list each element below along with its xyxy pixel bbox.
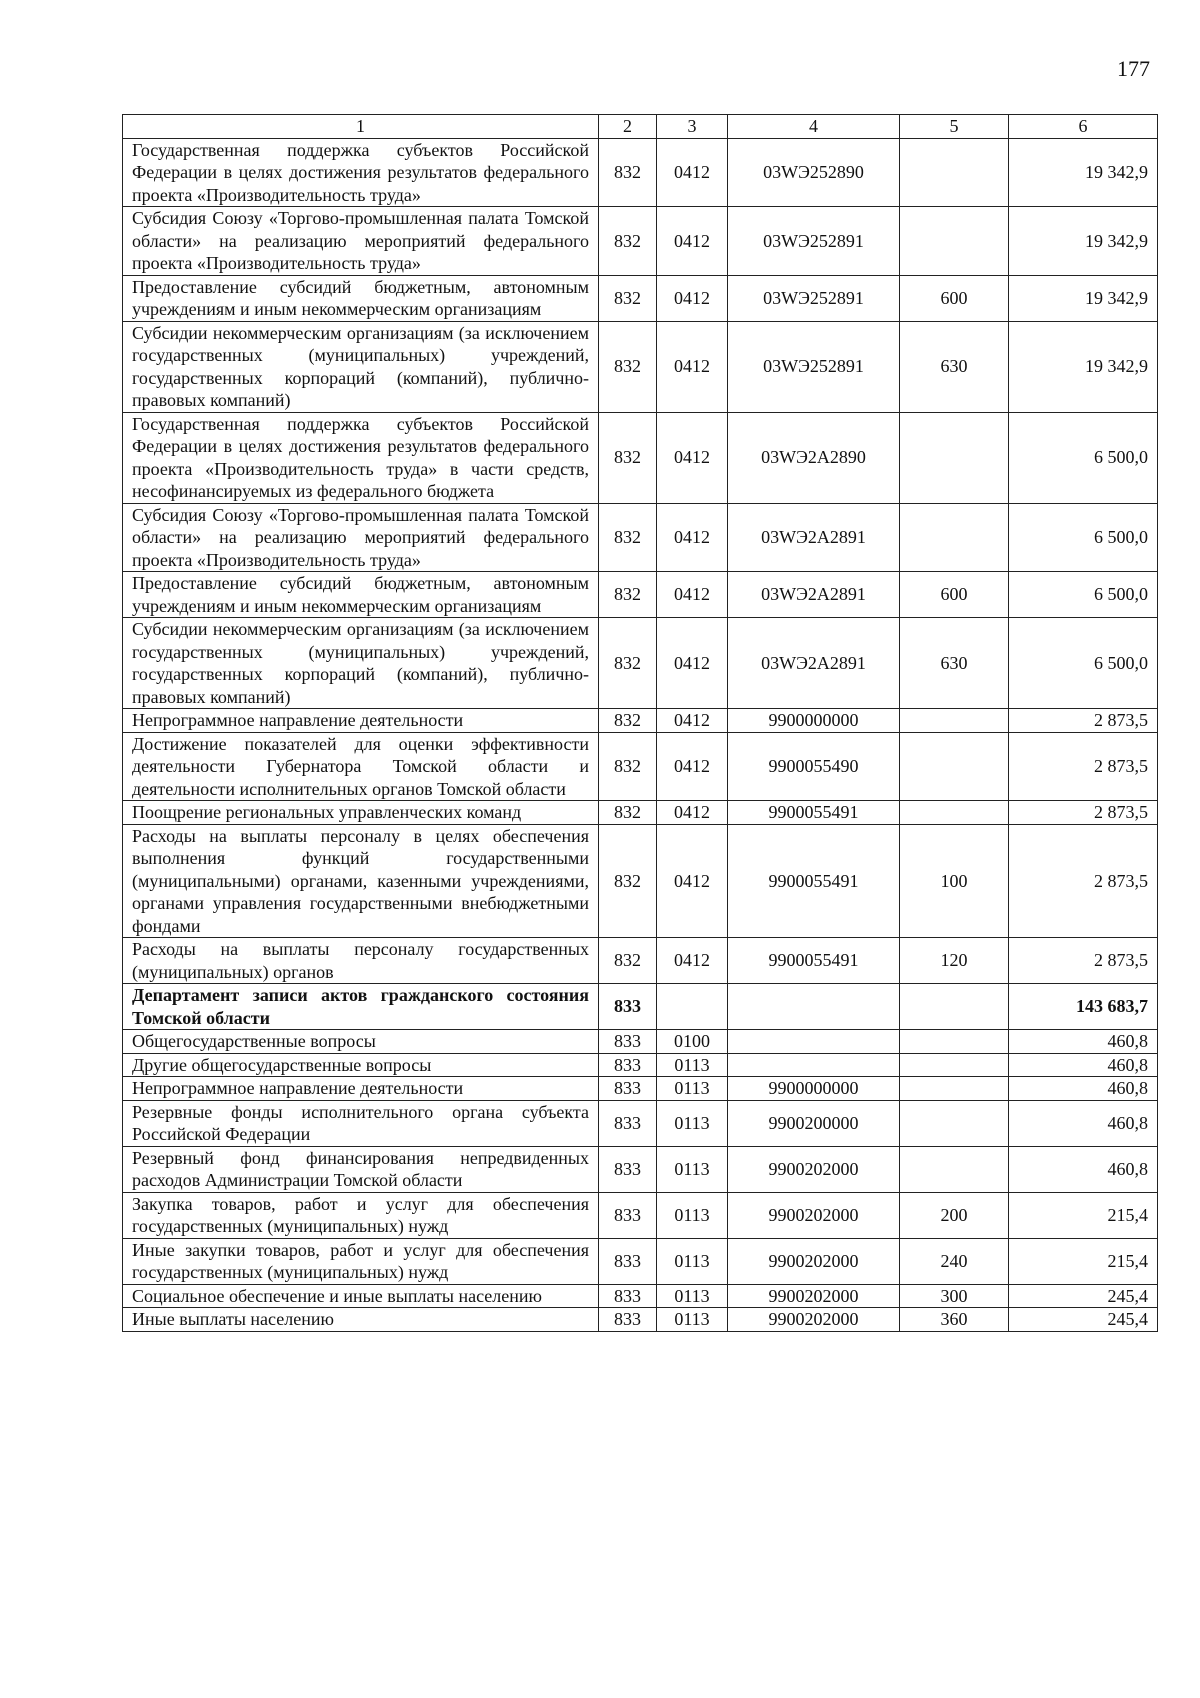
ministry-code-cell: 832 (599, 801, 657, 825)
ministry-code-cell: 833 (599, 1030, 657, 1054)
amount-cell: 6 500,0 (1009, 503, 1158, 572)
target-code-cell: 03WЭ252891 (728, 321, 900, 412)
amount-cell: 460,8 (1009, 1100, 1158, 1146)
target-code-cell: 03WЭ2А2891 (728, 503, 900, 572)
ministry-code-cell: 832 (599, 412, 657, 503)
ministry-code-cell: 832 (599, 709, 657, 733)
expense-type-cell (900, 1100, 1009, 1146)
row-name-cell: Достижение показателей для оценки эффективности деятельности Губернатора Томской области и деятельности исполнительных органов Томской области (123, 732, 599, 801)
target-code-cell (728, 1030, 900, 1054)
table-row (123, 618, 1158, 709)
expense-type-cell (900, 732, 1009, 801)
amount-cell: 460,8 (1009, 1077, 1158, 1101)
row-name-cell: Государственная поддержка субъектов Российской Федерации в целях достижения результатов федерального проекта «Производительность труда» в части средств, несофинансируемых из федерального бюджета (123, 412, 599, 503)
row-name-cell: Непрограммное направление деятельности (123, 1077, 599, 1101)
ministry-code-cell: 833 (599, 1284, 657, 1308)
expense-type-cell (900, 1030, 1009, 1054)
expense-type-cell (900, 1146, 1009, 1192)
ministry-code-cell: 833 (599, 1100, 657, 1146)
table-row (123, 709, 1158, 733)
section-code-cell: 0412 (657, 412, 728, 503)
ministry-code-cell: 833 (599, 1238, 657, 1284)
table-body (123, 138, 1158, 1331)
target-code-cell: 9900055491 (728, 801, 900, 825)
row-name-cell: Общегосударственные вопросы (123, 1030, 599, 1054)
target-code-cell: 9900055491 (728, 824, 900, 938)
target-code-cell: 03WЭ252891 (728, 207, 900, 276)
expense-type-cell: 120 (900, 938, 1009, 984)
table-row (123, 1030, 1158, 1054)
expense-type-cell (900, 1077, 1009, 1101)
header-col-6: 6 (1009, 115, 1158, 139)
header-col-1: 1 (123, 115, 599, 139)
target-code-cell: 9900000000 (728, 1077, 900, 1101)
ministry-code-cell: 832 (599, 138, 657, 207)
row-name-cell: Субсидия Союзу «Торгово-промышленная палата Томской области» на реализацию мероприятий федерального проекта «Производительность труда» (123, 207, 599, 276)
section-code-cell: 0412 (657, 207, 728, 276)
row-name-cell: Резервный фонд финансирования непредвиденных расходов Администрации Томской области (123, 1146, 599, 1192)
target-code-cell: 9900055490 (728, 732, 900, 801)
row-name-cell: Закупка товаров, работ и услуг для обеспечения государственных (муниципальных) нужд (123, 1192, 599, 1238)
section-code-cell: 0412 (657, 572, 728, 618)
ministry-code-cell: 832 (599, 824, 657, 938)
section-code-cell: 0412 (657, 275, 728, 321)
ministry-code-cell: 833 (599, 984, 657, 1030)
section-code-cell: 0412 (657, 801, 728, 825)
expense-type-cell: 100 (900, 824, 1009, 938)
amount-cell: 2 873,5 (1009, 801, 1158, 825)
section-code-cell: 0113 (657, 1077, 728, 1101)
ministry-code-cell: 833 (599, 1077, 657, 1101)
target-code-cell: 03WЭ252890 (728, 138, 900, 207)
row-name-cell: Расходы на выплаты персоналу государственных (муниципальных) органов (123, 938, 599, 984)
amount-cell: 215,4 (1009, 1192, 1158, 1238)
ministry-code-cell: 832 (599, 938, 657, 984)
header-col-5: 5 (900, 115, 1009, 139)
amount-cell: 2 873,5 (1009, 824, 1158, 938)
section-code-cell (657, 984, 728, 1030)
amount-cell: 2 873,5 (1009, 732, 1158, 801)
expense-type-cell: 600 (900, 275, 1009, 321)
table-row (123, 207, 1158, 276)
expense-type-cell (900, 138, 1009, 207)
expense-type-cell (900, 412, 1009, 503)
amount-cell: 19 342,9 (1009, 275, 1158, 321)
target-code-cell: 9900200000 (728, 1100, 900, 1146)
ministry-code-cell: 832 (599, 732, 657, 801)
target-code-cell: 03WЭ2А2891 (728, 572, 900, 618)
table-row (123, 412, 1158, 503)
row-name-cell: Непрограммное направление деятельности (123, 709, 599, 733)
header-row (123, 115, 1158, 139)
ministry-code-cell: 832 (599, 618, 657, 709)
header-col-3: 3 (657, 115, 728, 139)
table-row (123, 321, 1158, 412)
row-name-cell: Государственная поддержка субъектов Российской Федерации в целях достижения результатов федерального проекта «Производительность труда» (123, 138, 599, 207)
table-row (123, 1192, 1158, 1238)
amount-cell: 19 342,9 (1009, 138, 1158, 207)
ministry-code-cell: 833 (599, 1192, 657, 1238)
ministry-code-cell: 832 (599, 275, 657, 321)
expense-type-cell (900, 207, 1009, 276)
expense-type-cell: 240 (900, 1238, 1009, 1284)
expense-type-cell: 630 (900, 321, 1009, 412)
row-name-cell: Резервные фонды исполнительного органа субъекта Российской Федерации (123, 1100, 599, 1146)
page-number: 177 (1117, 56, 1150, 81)
section-code-cell: 0412 (657, 709, 728, 733)
target-code-cell: 9900202000 (728, 1146, 900, 1192)
ministry-code-cell: 833 (599, 1308, 657, 1332)
expense-type-cell (900, 709, 1009, 733)
target-code-cell: 03WЭ2А2890 (728, 412, 900, 503)
ministry-code-cell: 832 (599, 572, 657, 618)
ministry-code-cell: 833 (599, 1053, 657, 1077)
section-code-cell: 0113 (657, 1053, 728, 1077)
target-code-cell: 9900202000 (728, 1192, 900, 1238)
table-row (123, 984, 1158, 1030)
table-row (123, 1308, 1158, 1332)
table-row (123, 572, 1158, 618)
row-name-cell: Предоставление субсидий бюджетным, автономным учреждениям и иным некоммерческим организациям (123, 572, 599, 618)
section-code-cell: 0113 (657, 1192, 728, 1238)
row-name-cell: Иные закупки товаров, работ и услуг для обеспечения государственных (муниципальных) нужд (123, 1238, 599, 1284)
table-row (123, 1100, 1158, 1146)
row-name-cell: Иные выплаты населению (123, 1308, 599, 1332)
table-row (123, 938, 1158, 984)
expense-type-cell: 600 (900, 572, 1009, 618)
expense-type-cell: 360 (900, 1308, 1009, 1332)
amount-cell: 2 873,5 (1009, 709, 1158, 733)
row-name-cell: Предоставление субсидий бюджетным, автономным учреждениям и иным некоммерческим организациям (123, 275, 599, 321)
header-col-2: 2 (599, 115, 657, 139)
table-row (123, 1238, 1158, 1284)
amount-cell: 460,8 (1009, 1146, 1158, 1192)
section-code-cell: 0412 (657, 732, 728, 801)
target-code-cell: 9900202000 (728, 1238, 900, 1284)
section-code-cell: 0113 (657, 1238, 728, 1284)
target-code-cell: 9900202000 (728, 1284, 900, 1308)
amount-cell: 215,4 (1009, 1238, 1158, 1284)
amount-cell: 19 342,9 (1009, 207, 1158, 276)
expense-type-cell (900, 984, 1009, 1030)
target-code-cell: 03WЭ2А2891 (728, 618, 900, 709)
expense-type-cell: 200 (900, 1192, 1009, 1238)
budget-table (122, 114, 1158, 1332)
row-name-cell: Субсидии некоммерческим организациям (за исключением государственных (муниципальных) учреждений, государственных корпораций (компаний), публично-правовых компаний) (123, 321, 599, 412)
row-name-cell: Другие общегосударственные вопросы (123, 1053, 599, 1077)
section-code-cell: 0412 (657, 321, 728, 412)
row-name-cell: Субсидии некоммерческим организациям (за исключением государственных (муниципальных) учреждений, государственных корпораций (компаний), публично-правовых компаний) (123, 618, 599, 709)
amount-cell: 460,8 (1009, 1030, 1158, 1054)
target-code-cell: 9900055491 (728, 938, 900, 984)
expense-type-cell: 630 (900, 618, 1009, 709)
row-name-cell: Поощрение региональных управленческих команд (123, 801, 599, 825)
table-row (123, 138, 1158, 207)
amount-cell: 460,8 (1009, 1053, 1158, 1077)
table-row (123, 824, 1158, 938)
section-code-cell: 0113 (657, 1284, 728, 1308)
table-row (123, 1077, 1158, 1101)
section-code-cell: 0100 (657, 1030, 728, 1054)
target-code-cell: 9900000000 (728, 709, 900, 733)
amount-cell: 6 500,0 (1009, 412, 1158, 503)
table-row (123, 1284, 1158, 1308)
section-code-cell: 0412 (657, 503, 728, 572)
header-col-4: 4 (728, 115, 900, 139)
table-row (123, 1053, 1158, 1077)
table-row (123, 275, 1158, 321)
table-row (123, 732, 1158, 801)
table-row (123, 1146, 1158, 1192)
row-name-cell: Департамент записи актов гражданского состояния Томской области (123, 984, 599, 1030)
amount-cell: 245,4 (1009, 1308, 1158, 1332)
section-code-cell: 0113 (657, 1308, 728, 1332)
amount-cell: 143 683,7 (1009, 984, 1158, 1030)
target-code-cell (728, 1053, 900, 1077)
section-code-cell: 0113 (657, 1100, 728, 1146)
ministry-code-cell: 832 (599, 321, 657, 412)
amount-cell: 2 873,5 (1009, 938, 1158, 984)
target-code-cell: 9900202000 (728, 1308, 900, 1332)
ministry-code-cell: 832 (599, 207, 657, 276)
expense-type-cell (900, 1053, 1009, 1077)
expense-type-cell: 300 (900, 1284, 1009, 1308)
amount-cell: 19 342,9 (1009, 321, 1158, 412)
section-code-cell: 0412 (657, 824, 728, 938)
section-code-cell: 0412 (657, 618, 728, 709)
ministry-code-cell: 832 (599, 503, 657, 572)
section-code-cell: 0412 (657, 138, 728, 207)
expense-type-cell (900, 503, 1009, 572)
section-code-cell: 0113 (657, 1146, 728, 1192)
section-code-cell: 0412 (657, 938, 728, 984)
amount-cell: 6 500,0 (1009, 572, 1158, 618)
amount-cell: 245,4 (1009, 1284, 1158, 1308)
table-row (123, 503, 1158, 572)
target-code-cell (728, 984, 900, 1030)
row-name-cell: Расходы на выплаты персоналу в целях обеспечения выполнения функций государственными (муниципальными) органами, казенными учреждениями, органами управления государственными внебюджетными фондами (123, 824, 599, 938)
target-code-cell: 03WЭ252891 (728, 275, 900, 321)
row-name-cell: Социальное обеспечение и иные выплаты населению (123, 1284, 599, 1308)
table-row (123, 801, 1158, 825)
ministry-code-cell: 833 (599, 1146, 657, 1192)
row-name-cell: Субсидия Союзу «Торгово-промышленная палата Томской области» на реализацию мероприятий федерального проекта «Производительность труда» (123, 503, 599, 572)
amount-cell: 6 500,0 (1009, 618, 1158, 709)
expense-type-cell (900, 801, 1009, 825)
